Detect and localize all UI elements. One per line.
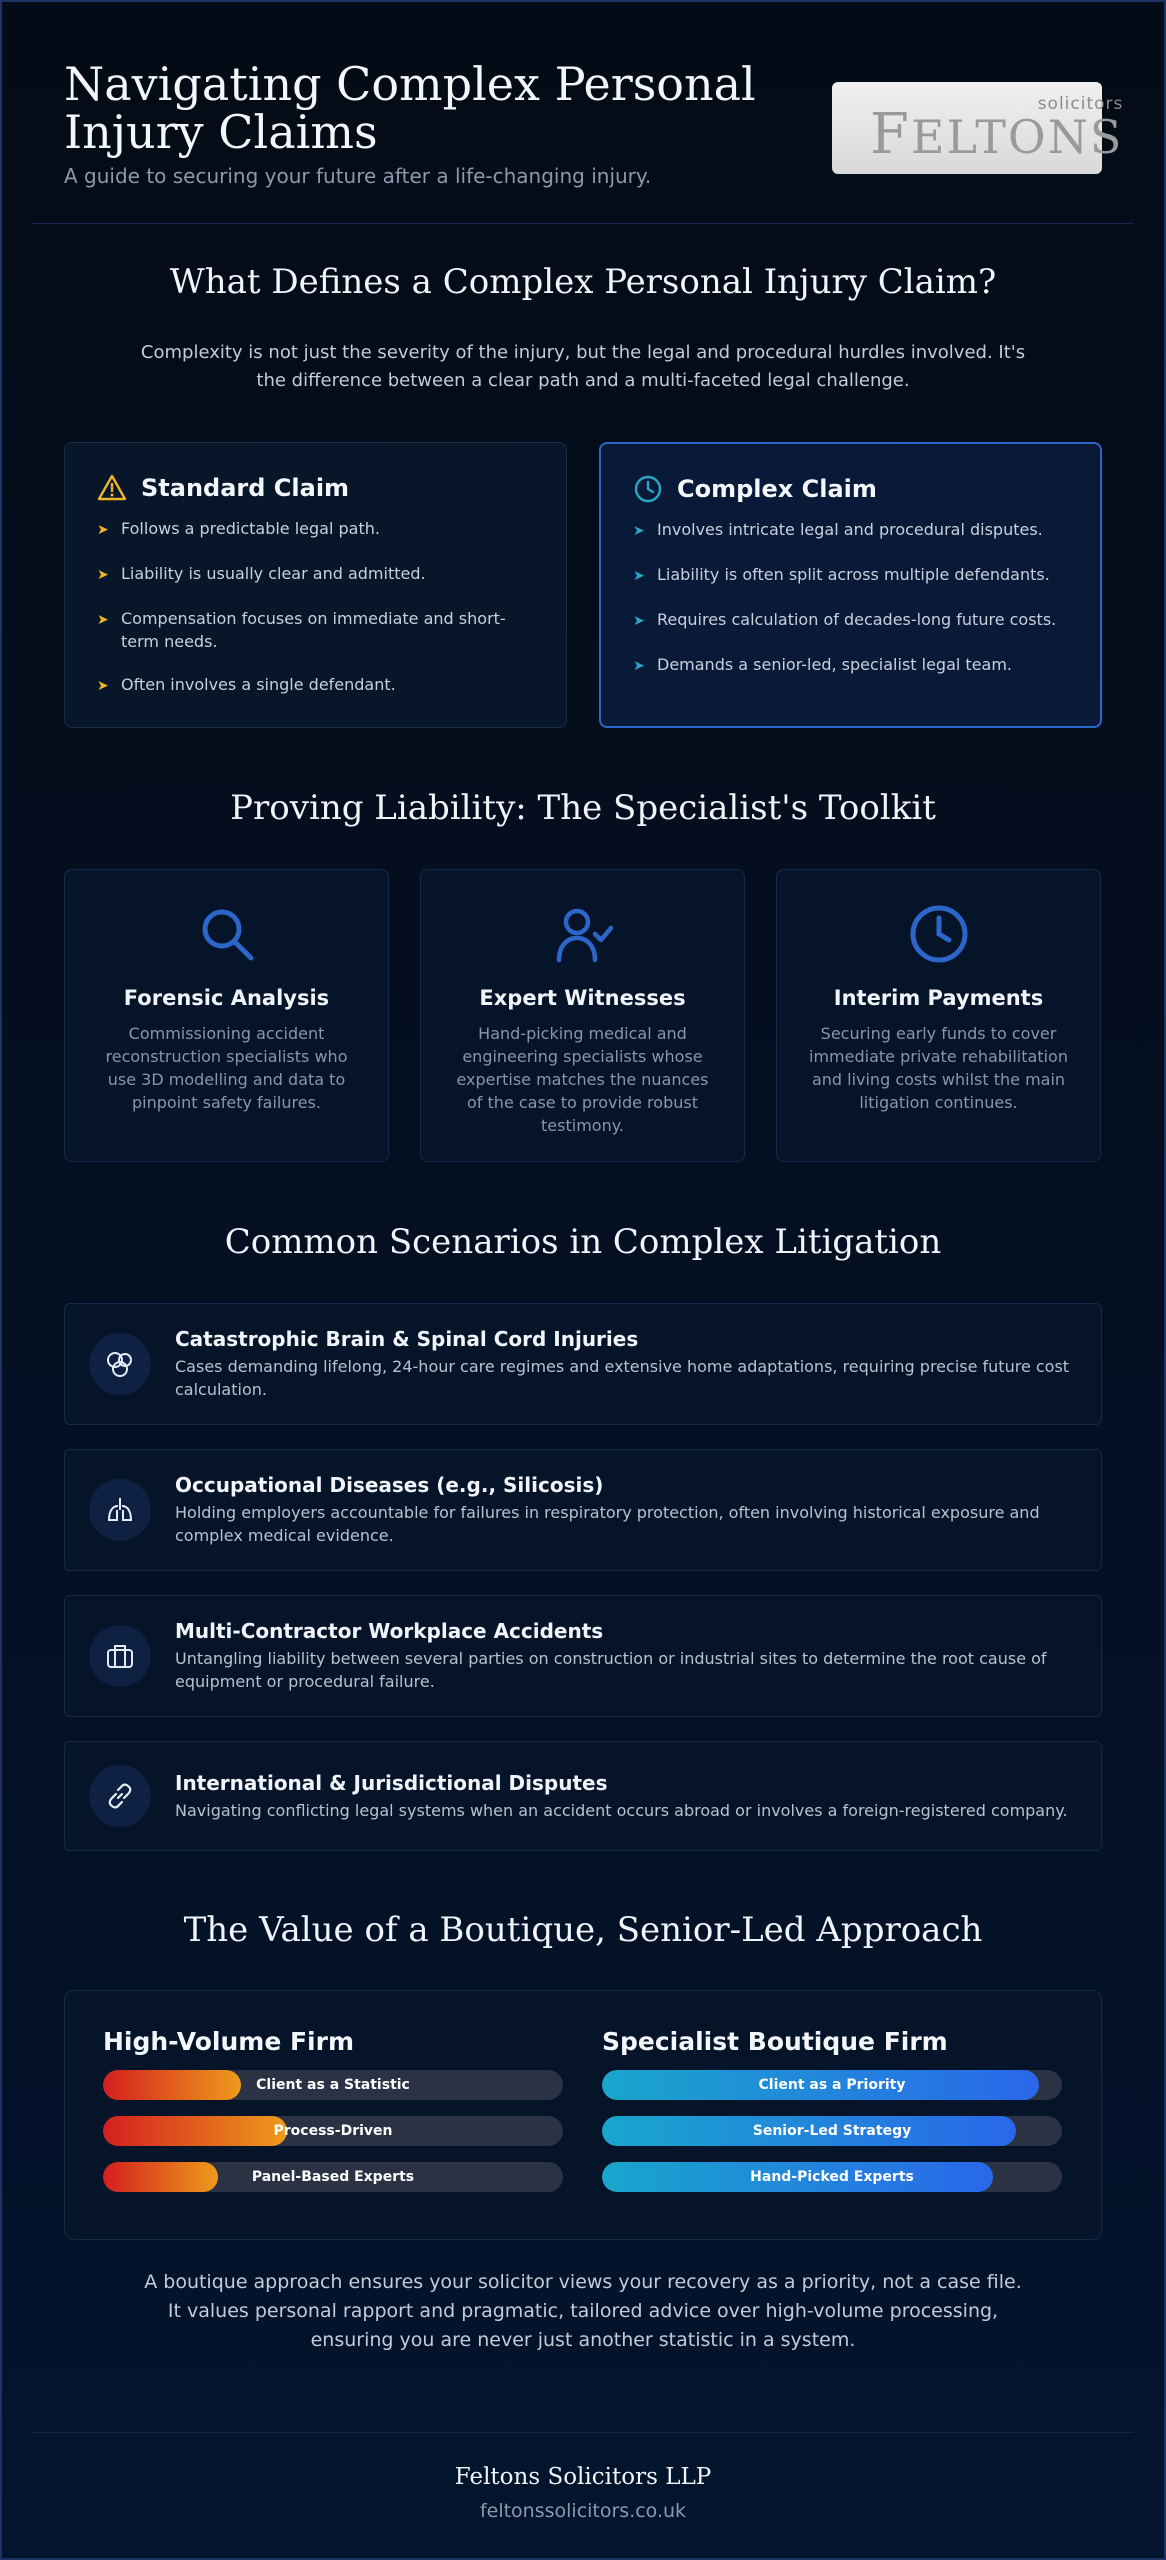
toolkit-card-forensic — [64, 869, 389, 1162]
claim-list-text: Often involves a single defendant. — [121, 675, 396, 694]
claim-list-item — [97, 517, 534, 542]
comparison-bar-label: Senior-Led Strategy — [752, 2123, 912, 2139]
scenario-desc: Cases demanding lifelong, 24-hour care regimes and extensive home adaptations, requiring precise future cost calculation. — [175, 1357, 1070, 1399]
page-title: Navigating Complex Personal Injury Claims — [64, 57, 756, 159]
claim-list-text: Compensation focuses on immediate and short-term needs. — [121, 609, 506, 651]
scenario-item-occupational — [64, 1449, 1102, 1571]
lungs-icon — [104, 1494, 136, 1526]
arrow-bullet-icon: ➤ — [97, 522, 109, 538]
scenario-item-brain — [64, 1303, 1102, 1425]
claim-list-text: Requires calculation of decades-long future costs. — [657, 610, 1057, 629]
toolkit-card-interim — [776, 869, 1101, 1162]
footer-firm-name: Feltons Solicitors LLP — [454, 2464, 712, 2490]
claim-list-text: Liability is usually clear and admitted. — [121, 564, 426, 583]
link-icon — [104, 1780, 136, 1812]
warning-triangle-icon — [97, 473, 127, 503]
toolkit-card-title: Forensic Analysis — [123, 986, 330, 1010]
comparison-bar-label: Client as a Statistic — [256, 2077, 410, 2093]
comparison-bar-label: Process-Driven — [273, 2123, 393, 2139]
comparison-bar — [103, 2116, 563, 2146]
claim-list-item — [97, 673, 534, 698]
footer-website-link[interactable]: feltonssolicitors.co.uk — [479, 2500, 687, 2522]
scenario-desc: Navigating conflicting legal systems when an accident occurs abroad or involves a foreign-registered company. — [175, 1800, 1068, 1820]
page-subtitle: A guide to securing your future after a life-changing injury. — [64, 164, 652, 188]
section-title-scenarios: Common Scenarios in Complex Litigation — [224, 1222, 942, 1262]
toolkit-card-title: Expert Witnesses — [479, 986, 686, 1010]
comparison-bar — [602, 2116, 1062, 2146]
comparison-bar — [602, 2162, 1062, 2192]
claim-list-item — [97, 607, 534, 653]
scenario-item-workplace — [64, 1595, 1102, 1717]
logo-small-text: solicitors — [1037, 94, 1124, 114]
logo-big-text: FELTONS — [870, 102, 1124, 167]
scenario-title: Catastrophic Brain & Spinal Cord Injuries — [175, 1327, 639, 1351]
scenario-item-international — [64, 1741, 1102, 1851]
comparison-bar-label: Client as a Priority — [758, 2077, 906, 2093]
claim-list-item — [633, 653, 1068, 678]
comparison-bar-label: Panel-Based Experts — [251, 2169, 415, 2185]
standard-claim-list — [97, 517, 534, 698]
scenario-desc: Untangling liability between several parties on construction or industrial sites to determine the root cause of equipment or procedural failure. — [175, 1649, 1047, 1691]
arrow-bullet-icon: ➤ — [633, 658, 645, 674]
standard-claim-heading: Standard Claim — [141, 474, 350, 502]
section-title-toolkit: Proving Liability: The Specialist's Toolkit — [230, 788, 936, 828]
claim-list-text: Involves intricate legal and procedural disputes. — [657, 520, 1043, 539]
arrow-bullet-icon: ➤ — [633, 523, 645, 539]
comparison-bar — [103, 2162, 563, 2192]
divider — [32, 2432, 1134, 2433]
toolkit-card-desc: Securing early funds to cover immediate private rehabilitation and living costs whilst the main litigation continues. — [809, 1024, 1068, 1112]
toolkit-card-desc: Commissioning accident reconstruction specialists who use 3D modelling and data to pinpoint safety failures. — [105, 1024, 348, 1112]
divider — [32, 223, 1134, 224]
page-header — [64, 57, 1124, 200]
toolkit-card-desc: Hand-picking medical and engineering specialists whose expertise matches the nuances of the case to provide robust testimony. — [456, 1024, 709, 1135]
feltons-logo — [832, 82, 1124, 174]
defines-intro: Complexity is not just the severity of the injury, but the legal and procedural hurdles involved. It's the difference between a clear path and a multi-faceted legal challenge. — [140, 342, 1026, 391]
arrow-bullet-icon: ➤ — [97, 612, 109, 628]
brain-icon — [104, 1348, 136, 1380]
user-check-icon — [551, 902, 615, 966]
arrow-bullet-icon: ➤ — [633, 568, 645, 584]
toolkit-card-title: Interim Payments — [833, 986, 1044, 1010]
complex-claim-card — [599, 442, 1102, 728]
boutique-column — [602, 2027, 1062, 2208]
search-icon — [195, 902, 259, 966]
briefcase-icon — [104, 1640, 136, 1672]
clock-icon — [633, 474, 663, 504]
comparison-panel — [64, 1990, 1102, 2240]
claim-list-text: Follows a predictable legal path. — [121, 519, 380, 538]
clock-icon — [907, 902, 971, 966]
claim-list-item — [97, 562, 534, 587]
scenario-title: International & Jurisdictional Disputes — [175, 1770, 608, 1795]
standard-claim-card — [64, 442, 567, 728]
toolkit-card-experts — [420, 869, 745, 1162]
scenario-title: Multi-Contractor Workplace Accidents — [175, 1619, 604, 1643]
comparison-bar — [103, 2070, 563, 2100]
comparison-bar — [602, 2070, 1062, 2100]
high-volume-column — [103, 2027, 563, 2208]
value-outro: A boutique approach ensures your solicitor views your recovery as a priority, not a case file. It values personal rapport and pragmatic, tailored advice over high-volume processing, ensuring you are never just another statistic in a system. — [144, 2271, 1022, 2351]
claim-list-text: Demands a senior-led, specialist legal team. — [657, 655, 1013, 674]
scenario-title: Occupational Diseases (e.g., Silicosis) — [175, 1473, 604, 1497]
claim-list-item — [633, 608, 1068, 633]
boutique-heading: Specialist Boutique Firm — [602, 2027, 948, 2056]
comparison-bar-label: Hand-Picked Experts — [750, 2169, 914, 2185]
complex-claim-heading: Complex Claim — [677, 475, 877, 503]
complex-claim-list — [633, 518, 1068, 678]
section-title-value: The Value of a Boutique, Senior-Led Approach — [183, 1910, 983, 1950]
claim-list-text: Liability is often split across multiple defendants. — [657, 565, 1050, 584]
arrow-bullet-icon: ➤ — [97, 678, 109, 694]
arrow-bullet-icon: ➤ — [97, 567, 109, 583]
section-title-defines: What Defines a Complex Personal Injury Claim? — [169, 262, 997, 302]
claim-list-item — [633, 518, 1068, 543]
scenario-desc: Holding employers accountable for failures in respiratory protection, often involving historical exposure and complex medical evidence. — [175, 1503, 1040, 1545]
claim-list-item — [633, 563, 1068, 588]
arrow-bullet-icon: ➤ — [633, 613, 645, 629]
high-volume-heading: High-Volume Firm — [103, 2027, 355, 2056]
